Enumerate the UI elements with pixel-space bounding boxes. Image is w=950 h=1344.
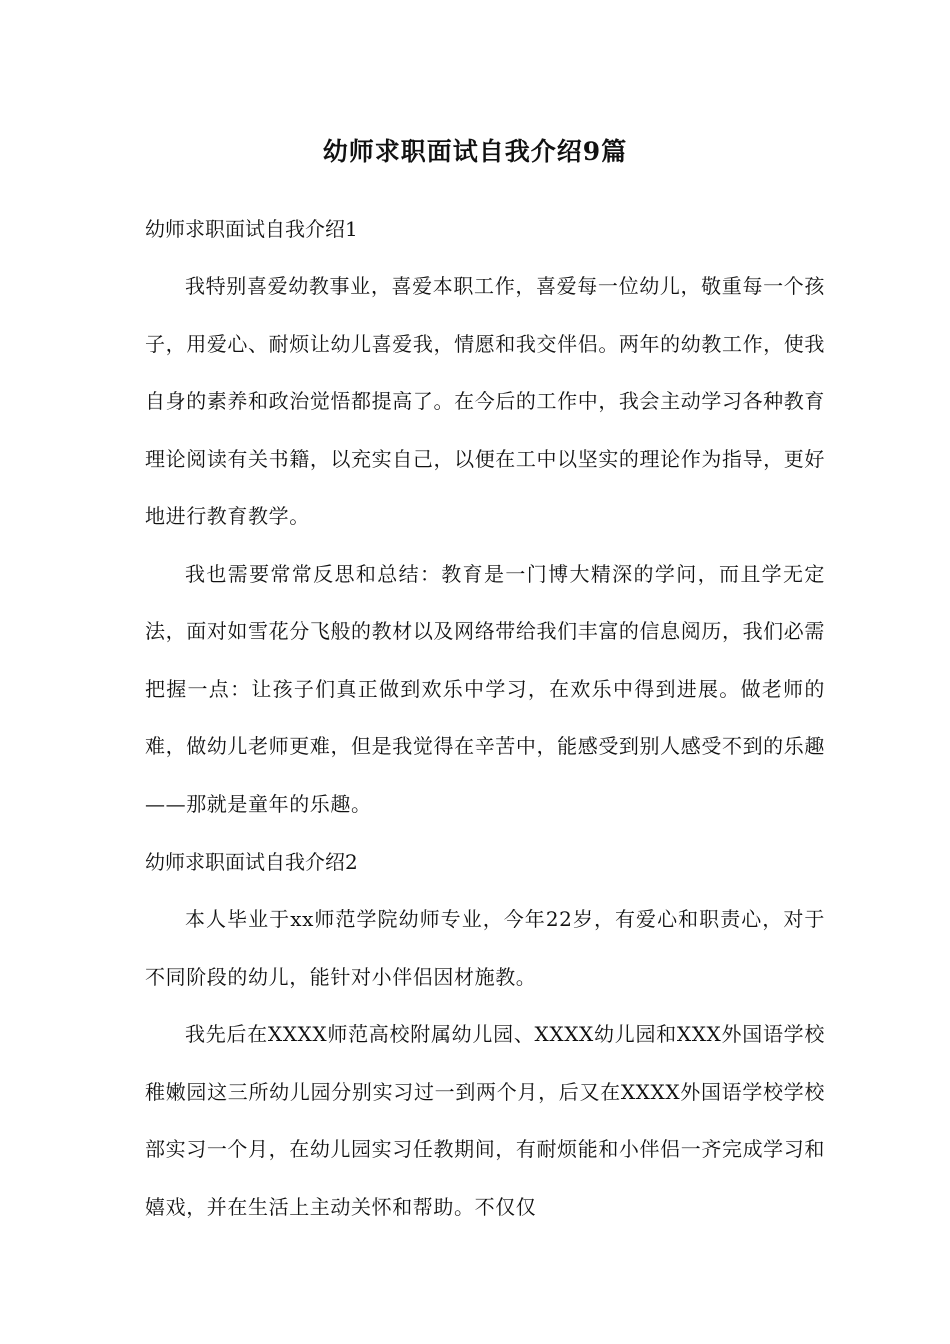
document-body	[145, 200, 825, 1236]
section-heading: 幼师求职面试自我介绍2	[145, 850, 358, 874]
paragraph: 我特别喜爱幼教事业，喜爱本职工作，喜爱每一位幼儿，敬重每一个孩子，用爱心、耐烦让幼儿喜爱我，情愿和我交伴侣。两年的幼教工作，使我自身的素养和政治觉悟都提高了。在今后的工作中，我会主动学习各种教育理论阅读有关书籍，以充实自己，以便在工中以坚实的理论作为指导，更好地进行教育教学。	[145, 274, 825, 528]
section-1	[145, 200, 825, 833]
paragraph: 我也需要常常反思和总结：教育是一门博大精深的学问，而且学无定法，面对如雪花分飞般的教材以及网络带给我们丰富的信息阅历，我们必需把握一点：让孩子们真正做到欢乐中学习，在欢乐中得到进展。做老师的难，做幼儿老师更难，但是我觉得在辛苦中，能感受到别人感受不到的乐趣——那就是童年的乐趣。	[145, 561, 825, 816]
section-2	[145, 833, 825, 1236]
paragraph: 我先后在XXXX师范高校附属幼儿园、XXXX幼儿园和XXX外国语学校稚嫩园这三所幼儿园分别实习过一到两个月，后又在XXXX外国语学校学校部实习一个月，在幼儿园实习任教期间，有耐烦能和小伴侣一齐完成学习和嬉戏，并在生活上主动关怀和帮助。不仅仅	[145, 1022, 825, 1219]
section-heading: 幼师求职面试自我介绍1	[145, 217, 358, 241]
document-title: 幼师求职面试自我介绍9篇	[322, 137, 628, 166]
paragraph: 本人毕业于xx师范学院幼师专业，今年22岁，有爱心和职责心，对于不同阶段的幼儿，能针对小伴侣因材施教。	[145, 907, 825, 989]
